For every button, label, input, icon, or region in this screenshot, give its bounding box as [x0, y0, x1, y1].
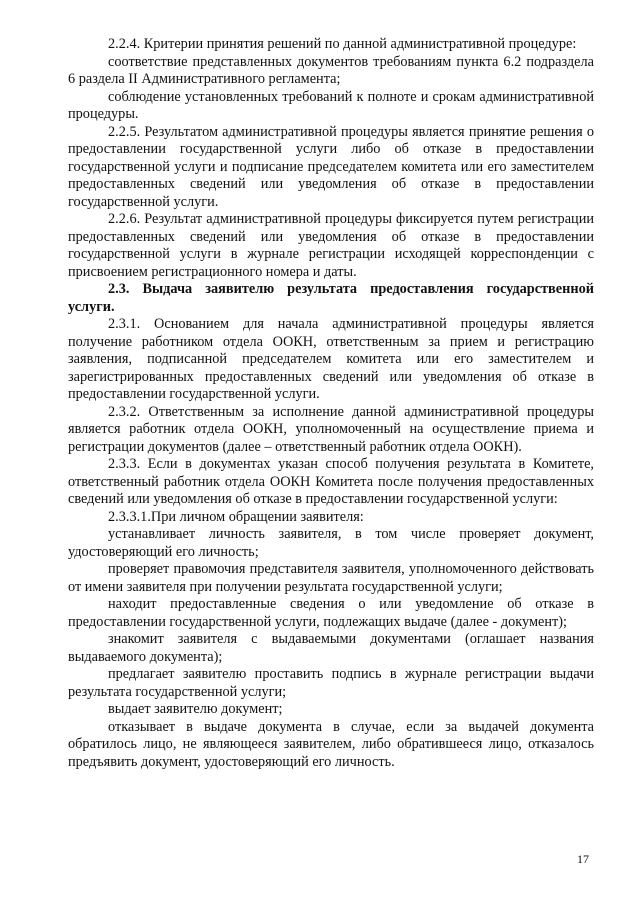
paragraph-2-2-5: 2.2.5. Результатом административной процедуры является принятие решения о предоставлении государственной услуги либо об отказе в предоставлении государственной услуги и подписание председателем комитета или его заместителем предоставленных сведений или уведомления об отказе в предоставлении государственной услуги. — [68, 123, 594, 210]
paragraph-2-3-2: 2.3.2. Ответственным за исполнение данной административной процедуры является работник отдела ООКН, уполномоченный на осуществление приема и регистрации документов (далее – ответственный работник отдела ООКН). — [68, 403, 594, 455]
list-item-refuse: отказывает в выдаче документа в случае, если за выдачей документа обратилось лицо, не являющееся заявителем, либо обратившееся лицо, отказалось предъявить документ, удостоверяющий его личность. — [68, 718, 594, 770]
list-item-authority: проверяет правомочия представителя заявителя, уполномоченного действовать от имени заявителя при получении результата государственной услуги; — [68, 561, 594, 595]
section-heading-2-3: 2.3. Выдача заявителю результата предоставления государственной услуги. — [68, 281, 594, 315]
list-item-signature: предлагает заявителю проставить подпись в журнале регистрации выдачи результата государственной услуги; — [68, 666, 594, 700]
paragraph-criteria-2: соблюдение установленных требований к полноте и срокам административной процедуры. — [68, 88, 594, 122]
paragraph-2-3-1: 2.3.1. Основанием для начала административной процедуры является получение работником отдела ООКН, ответственным за прием и регистрацию заявления, подписанной председателем комитета или его заместителем и зарегистрированных предоставленных сведений или уведомления об отказе в предоставлении государственной услуги. — [68, 316, 594, 402]
document-body — [68, 36, 594, 771]
paragraph-2-3-3: 2.3.3. Если в документах указан способ получения результата в Комитете, ответственный работник отдела ООКН Комитета после получения предоставленных сведений или уведомления об отказе в предоставлении государственной услуги: — [68, 456, 594, 507]
list-item-familiarize: знакомит заявителя с выдаваемыми документами (оглашает названия выдаваемого документа); — [68, 631, 594, 665]
paragraph-2-2-6: 2.2.6. Результат административной процедуры фиксируется путем регистрации предоставленных сведений или уведомления об отказе в предоставлении государственной услуги в журнале регистрации исходящей корреспонденции с присвоением регистрационного номера и даты. — [68, 211, 594, 280]
list-item-issue: выдает заявителю документ; — [108, 701, 283, 717]
paragraph-2-3-3-1: 2.3.3.1.При личном обращении заявителя: — [108, 508, 364, 525]
paragraph-2-2-4: 2.2.4. Критерии принятия решений по данной административной процедуре: — [108, 36, 577, 52]
paragraph-criteria-1: соответствие представленных документов требованиям пункта 6.2 подраздела 6 раздела II Административного регламента; — [68, 53, 594, 87]
page-number: 17 — [577, 852, 589, 866]
list-item-identity: устанавливает личность заявителя, в том числе проверяет документ, удостоверяющий его личность; — [68, 526, 594, 560]
list-item-find-document: находит предоставленные сведения о или уведомление об отказе в предоставлении государственной услуги, подлежащих выдаче (далее - документ); — [68, 596, 594, 630]
